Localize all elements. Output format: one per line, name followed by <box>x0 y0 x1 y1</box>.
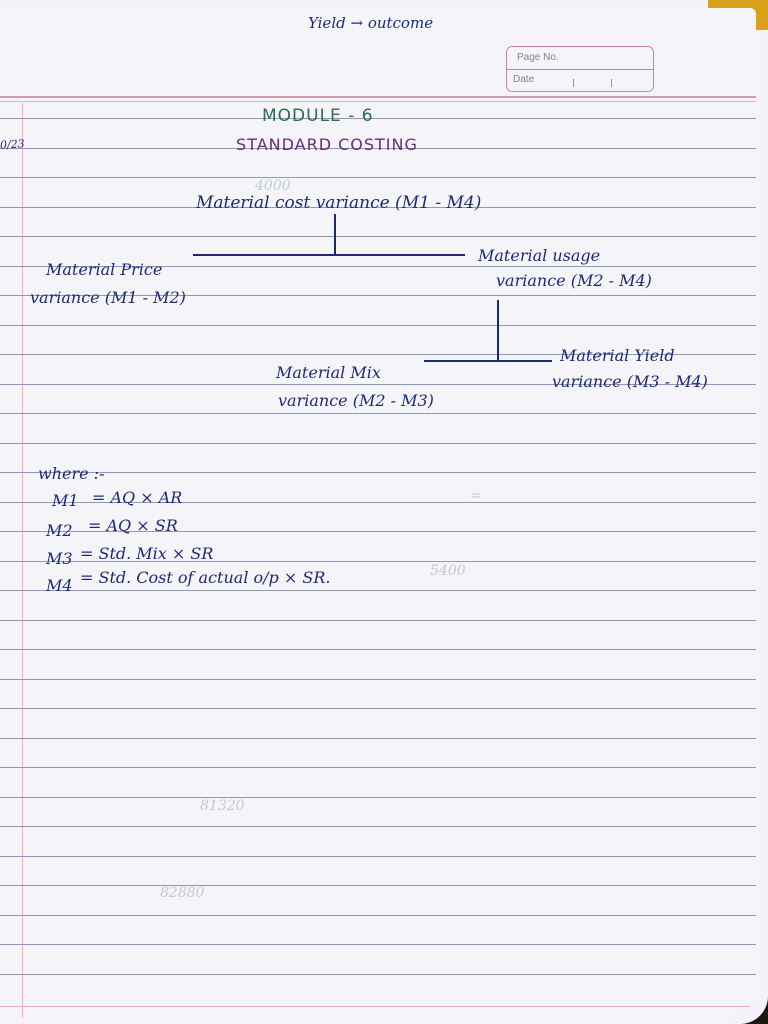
header-note: Yield → outcome <box>308 14 434 32</box>
ruled-line <box>0 915 756 916</box>
ruled-line <box>0 767 756 768</box>
footer-rule-red <box>0 1006 756 1007</box>
ruled-line <box>0 797 756 798</box>
ruled-line <box>0 118 756 119</box>
material-yield-variance-formula: variance (M3 - M4) <box>552 372 708 391</box>
m3-symbol: M3 <box>46 549 73 568</box>
m4-symbol: M4 <box>46 576 73 595</box>
material-mix-variance-label: Material Mix <box>276 363 381 382</box>
show-through-mark: 82880 <box>160 885 205 901</box>
material-mix-variance-formula: variance (M2 - M3) <box>278 391 434 410</box>
ruled-line <box>0 472 756 473</box>
m2-symbol: M2 <box>46 521 73 540</box>
material-usage-variance-formula: variance (M2 - M4) <box>496 271 652 290</box>
m4-formula: = Std. Cost of actual o/p × SR. <box>80 568 331 587</box>
ruled-line <box>0 236 756 237</box>
m1-symbol: M1 <box>52 491 79 510</box>
ruled-sheet <box>0 8 756 1018</box>
material-yield-variance-label: Material Yield <box>560 346 675 365</box>
ruled-line <box>0 944 756 945</box>
ruled-line <box>0 443 756 444</box>
page-box-divider <box>507 69 653 70</box>
date-tick <box>611 79 612 87</box>
date-tick <box>573 79 574 87</box>
ruled-line <box>0 649 756 650</box>
m1-formula: = AQ × AR <box>92 488 183 507</box>
ruled-line <box>0 856 756 857</box>
header-rule-red-2 <box>0 101 756 102</box>
module-heading: MODULE - 6 <box>262 106 374 126</box>
ruled-line <box>0 708 756 709</box>
show-through-mark: = <box>470 488 482 504</box>
show-through-mark: 5400 <box>430 563 466 579</box>
page-no-label: Page No. <box>517 52 559 63</box>
m2-formula: = AQ × SR <box>88 516 178 535</box>
ruled-line <box>0 974 756 975</box>
header-rule-red <box>0 96 756 98</box>
page-title: STANDARD COSTING <box>236 135 418 154</box>
material-price-variance-formula: variance (M1 - M2) <box>30 288 186 307</box>
ruled-line <box>0 177 756 178</box>
connector-vertical-2 <box>497 300 499 362</box>
show-through-mark: 81320 <box>200 798 245 814</box>
ruled-line <box>0 885 756 886</box>
material-cost-variance: Material cost variance (M1 - M4) <box>196 193 482 213</box>
ruled-line <box>0 738 756 739</box>
ruled-line <box>0 826 756 827</box>
page-number-box <box>506 46 654 92</box>
material-price-variance-label: Material Price <box>46 260 163 279</box>
connector-vertical <box>334 214 336 256</box>
connector-horizontal-2 <box>424 360 552 362</box>
ruled-line <box>0 620 756 621</box>
where-label: where :- <box>38 464 105 483</box>
ruled-line <box>0 590 756 591</box>
margin-date: 0/23 <box>0 137 26 152</box>
date-label: Date <box>513 74 535 85</box>
ruled-line <box>0 413 756 414</box>
connector-horizontal <box>193 254 465 256</box>
m3-formula: = Std. Mix × SR <box>80 544 214 563</box>
material-usage-variance-label: Material usage <box>478 246 601 265</box>
show-through-mark: 4000 <box>255 178 291 194</box>
ruled-line <box>0 325 756 326</box>
ruled-line <box>0 679 756 680</box>
